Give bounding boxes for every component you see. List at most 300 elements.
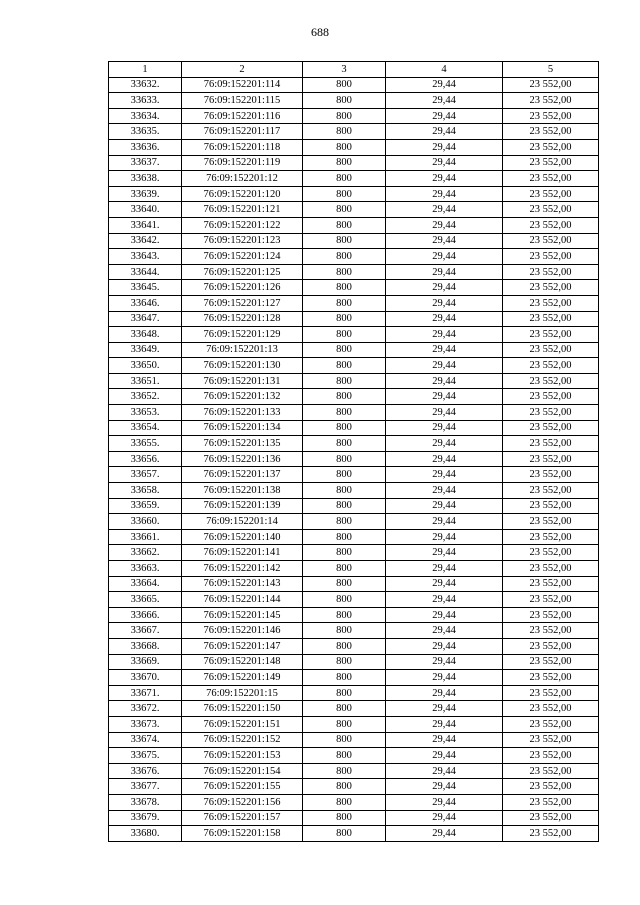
amount-cell: 23 552,00: [503, 233, 599, 249]
area-cell: 800: [303, 93, 386, 109]
area-cell: 800: [303, 233, 386, 249]
cadastral-number-cell: 76:09:152201:120: [182, 186, 303, 202]
table-row: [109, 264, 599, 280]
amount-cell: 23 552,00: [503, 93, 599, 109]
area-cell: 800: [303, 467, 386, 483]
cadastral-number-cell: 76:09:152201:130: [182, 358, 303, 374]
amount-cell: 23 552,00: [503, 436, 599, 452]
table-row: [109, 529, 599, 545]
row-number-cell: 33670.: [109, 670, 182, 686]
rate-cell: 29,44: [386, 420, 503, 436]
table-row: [109, 93, 599, 109]
table-row: [109, 794, 599, 810]
rate-cell: 29,44: [386, 155, 503, 171]
table-row: [109, 451, 599, 467]
rate-cell: 29,44: [386, 685, 503, 701]
table-row: [109, 732, 599, 748]
table-body: [109, 77, 599, 841]
table-row: [109, 389, 599, 405]
amount-cell: 23 552,00: [503, 124, 599, 140]
area-cell: 800: [303, 607, 386, 623]
amount-cell: 23 552,00: [503, 264, 599, 280]
rate-cell: 29,44: [386, 748, 503, 764]
row-number-cell: 33660.: [109, 514, 182, 530]
rate-cell: 29,44: [386, 139, 503, 155]
row-number-cell: 33637.: [109, 155, 182, 171]
table-row: [109, 311, 599, 327]
rate-cell: 29,44: [386, 264, 503, 280]
cadastral-number-cell: 76:09:152201:119: [182, 155, 303, 171]
table-row: [109, 249, 599, 265]
row-number-cell: 33673.: [109, 716, 182, 732]
area-cell: 800: [303, 186, 386, 202]
area-cell: 800: [303, 794, 386, 810]
row-number-cell: 33652.: [109, 389, 182, 405]
amount-cell: 23 552,00: [503, 498, 599, 514]
row-number-cell: 33638.: [109, 171, 182, 187]
rate-cell: 29,44: [386, 217, 503, 233]
area-cell: 800: [303, 77, 386, 93]
area-cell: 800: [303, 701, 386, 717]
rate-cell: 29,44: [386, 794, 503, 810]
rate-cell: 29,44: [386, 93, 503, 109]
rate-cell: 29,44: [386, 108, 503, 124]
table-row: [109, 826, 599, 842]
row-number-cell: 33657.: [109, 467, 182, 483]
column-header-5: 5: [503, 62, 599, 78]
amount-cell: 23 552,00: [503, 529, 599, 545]
row-number-cell: 33661.: [109, 529, 182, 545]
cadastral-number-cell: 76:09:152201:138: [182, 483, 303, 499]
amount-cell: 23 552,00: [503, 576, 599, 592]
row-number-cell: 33644.: [109, 264, 182, 280]
table-row: [109, 295, 599, 311]
area-cell: 800: [303, 623, 386, 639]
area-cell: 800: [303, 311, 386, 327]
cadastral-number-cell: 76:09:152201:141: [182, 545, 303, 561]
area-cell: 800: [303, 716, 386, 732]
row-number-cell: 33662.: [109, 545, 182, 561]
cadastral-number-cell: 76:09:152201:125: [182, 264, 303, 280]
rate-cell: 29,44: [386, 342, 503, 358]
rate-cell: 29,44: [386, 498, 503, 514]
row-number-cell: 33641.: [109, 217, 182, 233]
cadastral-number-cell: 76:09:152201:14: [182, 514, 303, 530]
area-cell: 800: [303, 436, 386, 452]
table-row: [109, 108, 599, 124]
table-row: [109, 763, 599, 779]
rate-cell: 29,44: [386, 358, 503, 374]
rate-cell: 29,44: [386, 576, 503, 592]
amount-cell: 23 552,00: [503, 186, 599, 202]
cadastral-number-cell: 76:09:152201:147: [182, 638, 303, 654]
area-cell: 800: [303, 264, 386, 280]
registry-table: [108, 61, 599, 842]
amount-cell: 23 552,00: [503, 389, 599, 405]
area-cell: 800: [303, 327, 386, 343]
row-number-cell: 33633.: [109, 93, 182, 109]
row-number-cell: 33659.: [109, 498, 182, 514]
cadastral-number-cell: 76:09:152201:151: [182, 716, 303, 732]
row-number-cell: 33663.: [109, 561, 182, 577]
cadastral-number-cell: 76:09:152201:152: [182, 732, 303, 748]
table-row: [109, 685, 599, 701]
amount-cell: 23 552,00: [503, 545, 599, 561]
amount-cell: 23 552,00: [503, 451, 599, 467]
area-cell: 800: [303, 405, 386, 421]
row-number-cell: 33632.: [109, 77, 182, 93]
cadastral-number-cell: 76:09:152201:137: [182, 467, 303, 483]
rate-cell: 29,44: [386, 716, 503, 732]
table-row: [109, 202, 599, 218]
row-number-cell: 33653.: [109, 405, 182, 421]
area-cell: 800: [303, 576, 386, 592]
rate-cell: 29,44: [386, 327, 503, 343]
row-number-cell: 33666.: [109, 607, 182, 623]
table-row: [109, 576, 599, 592]
table-row: [109, 171, 599, 187]
amount-cell: 23 552,00: [503, 202, 599, 218]
cadastral-number-cell: 76:09:152201:135: [182, 436, 303, 452]
row-number-cell: 33664.: [109, 576, 182, 592]
column-header-3: 3: [303, 62, 386, 78]
amount-cell: 23 552,00: [503, 280, 599, 296]
row-number-cell: 33676.: [109, 763, 182, 779]
cadastral-number-cell: 76:09:152201:148: [182, 654, 303, 670]
area-cell: 800: [303, 373, 386, 389]
area-cell: 800: [303, 155, 386, 171]
row-number-cell: 33647.: [109, 311, 182, 327]
area-cell: 800: [303, 202, 386, 218]
rate-cell: 29,44: [386, 202, 503, 218]
amount-cell: 23 552,00: [503, 685, 599, 701]
rate-cell: 29,44: [386, 607, 503, 623]
amount-cell: 23 552,00: [503, 327, 599, 343]
area-cell: 800: [303, 826, 386, 842]
table-row: [109, 420, 599, 436]
amount-cell: 23 552,00: [503, 561, 599, 577]
table-row: [109, 342, 599, 358]
amount-cell: 23 552,00: [503, 108, 599, 124]
amount-cell: 23 552,00: [503, 358, 599, 374]
table-row: [109, 592, 599, 608]
amount-cell: 23 552,00: [503, 592, 599, 608]
amount-cell: 23 552,00: [503, 732, 599, 748]
cadastral-number-cell: 76:09:152201:142: [182, 561, 303, 577]
amount-cell: 23 552,00: [503, 171, 599, 187]
row-number-cell: 33649.: [109, 342, 182, 358]
cadastral-number-cell: 76:09:152201:131: [182, 373, 303, 389]
cadastral-number-cell: 76:09:152201:116: [182, 108, 303, 124]
rate-cell: 29,44: [386, 561, 503, 577]
row-number-cell: 33667.: [109, 623, 182, 639]
amount-cell: 23 552,00: [503, 311, 599, 327]
amount-cell: 23 552,00: [503, 654, 599, 670]
rate-cell: 29,44: [386, 171, 503, 187]
row-number-cell: 33636.: [109, 139, 182, 155]
area-cell: 800: [303, 685, 386, 701]
amount-cell: 23 552,00: [503, 670, 599, 686]
rate-cell: 29,44: [386, 763, 503, 779]
area-cell: 800: [303, 779, 386, 795]
cadastral-number-cell: 76:09:152201:123: [182, 233, 303, 249]
rate-cell: 29,44: [386, 311, 503, 327]
amount-cell: 23 552,00: [503, 155, 599, 171]
rate-cell: 29,44: [386, 810, 503, 826]
row-number-cell: 33665.: [109, 592, 182, 608]
rate-cell: 29,44: [386, 654, 503, 670]
rate-cell: 29,44: [386, 483, 503, 499]
cadastral-number-cell: 76:09:152201:136: [182, 451, 303, 467]
rate-cell: 29,44: [386, 295, 503, 311]
amount-cell: 23 552,00: [503, 217, 599, 233]
area-cell: 800: [303, 342, 386, 358]
amount-cell: 23 552,00: [503, 638, 599, 654]
cadastral-number-cell: 76:09:152201:115: [182, 93, 303, 109]
header-row: [109, 62, 599, 78]
cadastral-number-cell: 76:09:152201:140: [182, 529, 303, 545]
rate-cell: 29,44: [386, 280, 503, 296]
table-row: [109, 545, 599, 561]
area-cell: 800: [303, 529, 386, 545]
area-cell: 800: [303, 358, 386, 374]
amount-cell: 23 552,00: [503, 420, 599, 436]
table-row: [109, 405, 599, 421]
table-row: [109, 638, 599, 654]
cadastral-number-cell: 76:09:152201:149: [182, 670, 303, 686]
rate-cell: 29,44: [386, 514, 503, 530]
cadastral-number-cell: 76:09:152201:15: [182, 685, 303, 701]
rate-cell: 29,44: [386, 436, 503, 452]
row-number-cell: 33646.: [109, 295, 182, 311]
rate-cell: 29,44: [386, 405, 503, 421]
table-row: [109, 748, 599, 764]
table-row: [109, 217, 599, 233]
table-row: [109, 483, 599, 499]
row-number-cell: 33645.: [109, 280, 182, 296]
cadastral-number-cell: 76:09:152201:145: [182, 607, 303, 623]
row-number-cell: 33654.: [109, 420, 182, 436]
amount-cell: 23 552,00: [503, 295, 599, 311]
area-cell: 800: [303, 810, 386, 826]
area-cell: 800: [303, 171, 386, 187]
table-row: [109, 124, 599, 140]
area-cell: 800: [303, 108, 386, 124]
cadastral-number-cell: 76:09:152201:144: [182, 592, 303, 608]
cadastral-number-cell: 76:09:152201:118: [182, 139, 303, 155]
table-row: [109, 155, 599, 171]
table-row: [109, 436, 599, 452]
cadastral-number-cell: 76:09:152201:124: [182, 249, 303, 265]
column-header-2: 2: [182, 62, 303, 78]
amount-cell: 23 552,00: [503, 373, 599, 389]
table-row: [109, 373, 599, 389]
row-number-cell: 33655.: [109, 436, 182, 452]
table-row: [109, 358, 599, 374]
page-number: 688: [311, 25, 329, 39]
amount-cell: 23 552,00: [503, 467, 599, 483]
table-header: [109, 62, 599, 78]
rate-cell: 29,44: [386, 467, 503, 483]
rate-cell: 29,44: [386, 124, 503, 140]
row-number-cell: 33648.: [109, 327, 182, 343]
row-number-cell: 33675.: [109, 748, 182, 764]
rate-cell: 29,44: [386, 623, 503, 639]
rate-cell: 29,44: [386, 592, 503, 608]
area-cell: 800: [303, 451, 386, 467]
area-cell: 800: [303, 498, 386, 514]
row-number-cell: 33668.: [109, 638, 182, 654]
area-cell: 800: [303, 763, 386, 779]
area-cell: 800: [303, 295, 386, 311]
amount-cell: 23 552,00: [503, 483, 599, 499]
cadastral-number-cell: 76:09:152201:134: [182, 420, 303, 436]
rate-cell: 29,44: [386, 732, 503, 748]
cadastral-number-cell: 76:09:152201:12: [182, 171, 303, 187]
row-number-cell: 33643.: [109, 249, 182, 265]
column-header-4: 4: [386, 62, 503, 78]
area-cell: 800: [303, 514, 386, 530]
rate-cell: 29,44: [386, 529, 503, 545]
rate-cell: 29,44: [386, 826, 503, 842]
row-number-cell: 33679.: [109, 810, 182, 826]
row-number-cell: 33674.: [109, 732, 182, 748]
cadastral-number-cell: 76:09:152201:155: [182, 779, 303, 795]
rate-cell: 29,44: [386, 373, 503, 389]
row-number-cell: 33635.: [109, 124, 182, 140]
cadastral-number-cell: 76:09:152201:139: [182, 498, 303, 514]
rate-cell: 29,44: [386, 77, 503, 93]
area-cell: 800: [303, 217, 386, 233]
amount-cell: 23 552,00: [503, 607, 599, 623]
row-number-cell: 33639.: [109, 186, 182, 202]
cadastral-number-cell: 76:09:152201:13: [182, 342, 303, 358]
table-row: [109, 514, 599, 530]
row-number-cell: 33651.: [109, 373, 182, 389]
cadastral-number-cell: 76:09:152201:133: [182, 405, 303, 421]
amount-cell: 23 552,00: [503, 716, 599, 732]
row-number-cell: 33672.: [109, 701, 182, 717]
table-row: [109, 701, 599, 717]
table-row: [109, 561, 599, 577]
rate-cell: 29,44: [386, 779, 503, 795]
row-number-cell: 33634.: [109, 108, 182, 124]
area-cell: 800: [303, 249, 386, 265]
rate-cell: 29,44: [386, 670, 503, 686]
area-cell: 800: [303, 483, 386, 499]
row-number-cell: 33678.: [109, 794, 182, 810]
rate-cell: 29,44: [386, 186, 503, 202]
table-row: [109, 327, 599, 343]
amount-cell: 23 552,00: [503, 139, 599, 155]
row-number-cell: 33658.: [109, 483, 182, 499]
cadastral-number-cell: 76:09:152201:156: [182, 794, 303, 810]
area-cell: 800: [303, 638, 386, 654]
cadastral-number-cell: 76:09:152201:143: [182, 576, 303, 592]
cadastral-number-cell: 76:09:152201:114: [182, 77, 303, 93]
amount-cell: 23 552,00: [503, 405, 599, 421]
cadastral-number-cell: 76:09:152201:128: [182, 311, 303, 327]
area-cell: 800: [303, 280, 386, 296]
cadastral-number-cell: 76:09:152201:146: [182, 623, 303, 639]
table-row: [109, 607, 599, 623]
table-row: [109, 670, 599, 686]
amount-cell: 23 552,00: [503, 748, 599, 764]
cadastral-number-cell: 76:09:152201:132: [182, 389, 303, 405]
area-cell: 800: [303, 124, 386, 140]
column-header-1: 1: [109, 62, 182, 78]
rate-cell: 29,44: [386, 701, 503, 717]
area-cell: 800: [303, 670, 386, 686]
area-cell: 800: [303, 732, 386, 748]
table-row: [109, 623, 599, 639]
amount-cell: 23 552,00: [503, 514, 599, 530]
table-row: [109, 280, 599, 296]
amount-cell: 23 552,00: [503, 826, 599, 842]
area-cell: 800: [303, 420, 386, 436]
area-cell: 800: [303, 139, 386, 155]
cadastral-number-cell: 76:09:152201:129: [182, 327, 303, 343]
rate-cell: 29,44: [386, 233, 503, 249]
cadastral-number-cell: 76:09:152201:121: [182, 202, 303, 218]
area-cell: 800: [303, 654, 386, 670]
area-cell: 800: [303, 389, 386, 405]
cadastral-number-cell: 76:09:152201:126: [182, 280, 303, 296]
amount-cell: 23 552,00: [503, 701, 599, 717]
area-cell: 800: [303, 545, 386, 561]
rate-cell: 29,44: [386, 545, 503, 561]
table-row: [109, 186, 599, 202]
row-number-cell: 33671.: [109, 685, 182, 701]
cadastral-number-cell: 76:09:152201:122: [182, 217, 303, 233]
table-row: [109, 233, 599, 249]
rate-cell: 29,44: [386, 249, 503, 265]
amount-cell: 23 552,00: [503, 794, 599, 810]
rate-cell: 29,44: [386, 638, 503, 654]
cadastral-number-cell: 76:09:152201:157: [182, 810, 303, 826]
amount-cell: 23 552,00: [503, 77, 599, 93]
table-row: [109, 716, 599, 732]
table-row: [109, 77, 599, 93]
row-number-cell: 33642.: [109, 233, 182, 249]
amount-cell: 23 552,00: [503, 623, 599, 639]
row-number-cell: 33669.: [109, 654, 182, 670]
cadastral-number-cell: 76:09:152201:127: [182, 295, 303, 311]
table-row: [109, 810, 599, 826]
table-row: [109, 467, 599, 483]
amount-cell: 23 552,00: [503, 249, 599, 265]
cadastral-number-cell: 76:09:152201:158: [182, 826, 303, 842]
row-number-cell: 33680.: [109, 826, 182, 842]
area-cell: 800: [303, 748, 386, 764]
amount-cell: 23 552,00: [503, 342, 599, 358]
rate-cell: 29,44: [386, 389, 503, 405]
cadastral-number-cell: 76:09:152201:153: [182, 748, 303, 764]
cadastral-number-cell: 76:09:152201:117: [182, 124, 303, 140]
table-row: [109, 139, 599, 155]
row-number-cell: 33640.: [109, 202, 182, 218]
amount-cell: 23 552,00: [503, 810, 599, 826]
area-cell: 800: [303, 561, 386, 577]
row-number-cell: 33677.: [109, 779, 182, 795]
cadastral-number-cell: 76:09:152201:150: [182, 701, 303, 717]
row-number-cell: 33656.: [109, 451, 182, 467]
table-row: [109, 498, 599, 514]
table-row: [109, 654, 599, 670]
row-number-cell: 33650.: [109, 358, 182, 374]
amount-cell: 23 552,00: [503, 763, 599, 779]
area-cell: 800: [303, 592, 386, 608]
